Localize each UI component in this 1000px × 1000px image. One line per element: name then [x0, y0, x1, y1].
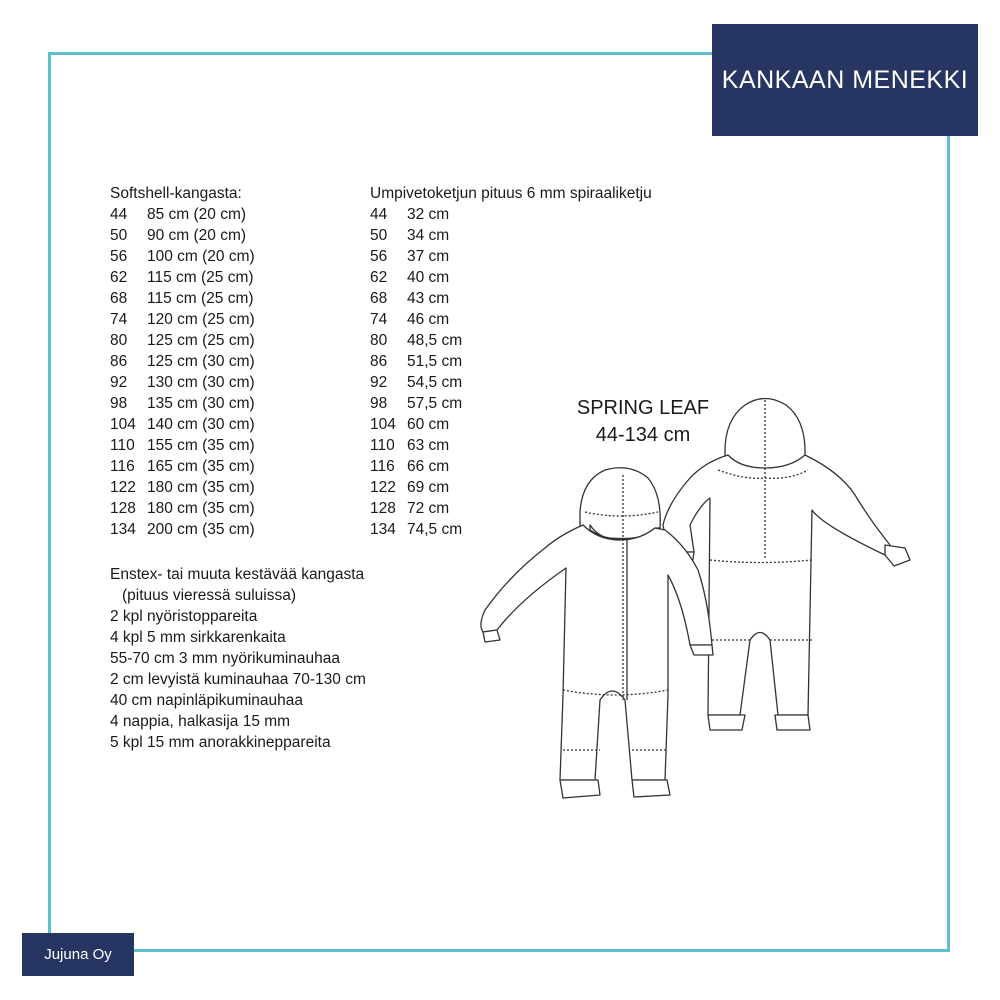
size-label: 92	[110, 374, 128, 391]
size-label: 56	[110, 248, 128, 265]
size-label: 110	[370, 437, 395, 454]
softshell-row	[110, 456, 255, 477]
size-label: 80	[370, 332, 388, 349]
value-label: 155 cm (35 cm)	[147, 437, 255, 454]
softshell-row	[110, 309, 255, 330]
value-label: 90 cm (20 cm)	[147, 227, 247, 244]
size-label: 62	[370, 269, 388, 286]
value-label: 125 cm (30 cm)	[147, 353, 255, 370]
zipper-row	[370, 246, 652, 267]
zipper-row	[370, 267, 652, 288]
size-label: 50	[370, 227, 388, 244]
supplies-item: Enstex- tai muuta kestävää kangasta	[110, 566, 365, 583]
softshell-row	[110, 393, 255, 414]
softshell-row	[110, 330, 255, 351]
value-label: 69 cm	[407, 479, 450, 496]
softshell-row	[110, 246, 255, 267]
softshell-row	[110, 414, 255, 435]
value-label: 125 cm (25 cm)	[147, 332, 255, 349]
zipper-row	[370, 351, 652, 372]
value-label: 100 cm (20 cm)	[147, 248, 255, 265]
value-label: 40 cm	[407, 269, 450, 286]
size-label: 122	[370, 479, 396, 496]
supplies-item: 4 nappia, halkasija 15 mm	[110, 713, 291, 730]
softshell-row	[110, 477, 255, 498]
value-label: 115 cm (25 cm)	[147, 269, 254, 286]
size-label: 80	[110, 332, 128, 349]
value-label: 120 cm (25 cm)	[147, 311, 255, 328]
value-label: 54,5 cm	[407, 374, 463, 391]
value-label: 72 cm	[407, 500, 450, 517]
size-label: 86	[110, 353, 128, 370]
value-label: 140 cm (30 cm)	[147, 416, 255, 433]
zipper-row	[370, 309, 652, 330]
value-label: 180 cm (35 cm)	[147, 479, 255, 496]
value-label: 60 cm	[407, 416, 450, 433]
supplies-list	[110, 564, 366, 753]
zipper-row	[370, 204, 652, 225]
zipper-row	[370, 288, 652, 309]
size-label: 116	[370, 458, 395, 475]
value-label: 46 cm	[407, 311, 450, 328]
supplies-item: 40 cm napinläpikuminauhaa	[110, 692, 304, 709]
value-label: 135 cm (30 cm)	[147, 395, 255, 412]
size-label: 74	[370, 311, 388, 328]
size-label: 44	[370, 206, 388, 223]
softshell-row	[110, 351, 255, 372]
value-label: 37 cm	[407, 248, 450, 265]
value-label: 51,5 cm	[407, 353, 463, 370]
softshell-row	[110, 288, 255, 309]
softshell-table	[110, 183, 255, 540]
softshell-row	[110, 498, 255, 519]
zipper-row	[370, 330, 652, 351]
jumpsuit-illustration	[470, 390, 930, 810]
footer-brand: Jujuna Oy	[44, 946, 112, 963]
supplies-item: 5 kpl 15 mm anorakkineppareita	[110, 734, 331, 751]
size-label: 92	[370, 374, 388, 391]
softshell-row	[110, 372, 255, 393]
zipper-row	[370, 225, 652, 246]
value-label: 48,5 cm	[407, 332, 463, 349]
value-label: 43 cm	[407, 290, 450, 307]
softshell-row	[110, 204, 255, 225]
size-label: 134	[110, 521, 136, 538]
size-label: 128	[110, 500, 136, 517]
value-label: 66 cm	[407, 458, 450, 475]
size-label: 98	[370, 395, 388, 412]
supplies-item: (pituus vieressä suluissa)	[122, 587, 297, 604]
softshell-row	[110, 519, 255, 540]
back-view-jumpsuit	[663, 399, 910, 731]
softshell-heading: Softshell-kangasta:	[110, 185, 242, 202]
value-label: 200 cm (35 cm)	[147, 521, 255, 538]
size-label: 44	[110, 206, 128, 223]
pattern-size-range: 44-134 cm	[595, 424, 691, 446]
size-label: 122	[110, 479, 136, 496]
softshell-row	[110, 225, 255, 246]
size-label: 128	[370, 500, 396, 517]
supplies-item: 2 cm levyistä kuminauhaa 70-130 cm	[110, 671, 366, 688]
softshell-row	[110, 435, 255, 456]
size-label: 98	[110, 395, 128, 412]
softshell-row	[110, 267, 255, 288]
size-label: 68	[370, 290, 388, 307]
value-label: 63 cm	[407, 437, 450, 454]
size-label: 104	[110, 416, 136, 433]
header-title-box	[712, 24, 978, 136]
value-label: 32 cm	[407, 206, 450, 223]
size-label: 86	[370, 353, 388, 370]
size-label: 104	[370, 416, 396, 433]
footer-brand-box	[22, 933, 134, 976]
supplies-item: 4 kpl 5 mm sirkkarenkaita	[110, 629, 286, 646]
size-label: 62	[110, 269, 128, 286]
header-title: KANKAAN MENEKKI	[721, 65, 969, 94]
value-label: 57,5 cm	[407, 395, 463, 412]
size-label: 74	[110, 311, 128, 328]
size-label: 50	[110, 227, 128, 244]
value-label: 165 cm (35 cm)	[147, 458, 255, 475]
size-label: 68	[110, 290, 128, 307]
pattern-name: SPRING LEAF	[576, 397, 710, 419]
value-label: 85 cm (20 cm)	[147, 206, 247, 223]
size-label: 116	[110, 458, 135, 475]
size-label: 56	[370, 248, 388, 265]
value-label: 130 cm (30 cm)	[147, 374, 255, 391]
value-label: 34 cm	[407, 227, 450, 244]
supplies-item: 2 kpl nyöristoppareita	[110, 608, 258, 625]
size-label: 134	[370, 521, 396, 538]
value-label: 180 cm (35 cm)	[147, 500, 255, 517]
value-label: 115 cm (25 cm)	[147, 290, 254, 307]
supplies-item: 55-70 cm 3 mm nyörikuminauhaa	[110, 650, 341, 667]
zipper-heading: Umpivetoketjun pituus 6 mm spiraaliketju	[370, 185, 652, 202]
value-label: 74,5 cm	[407, 521, 463, 538]
size-label: 110	[110, 437, 135, 454]
